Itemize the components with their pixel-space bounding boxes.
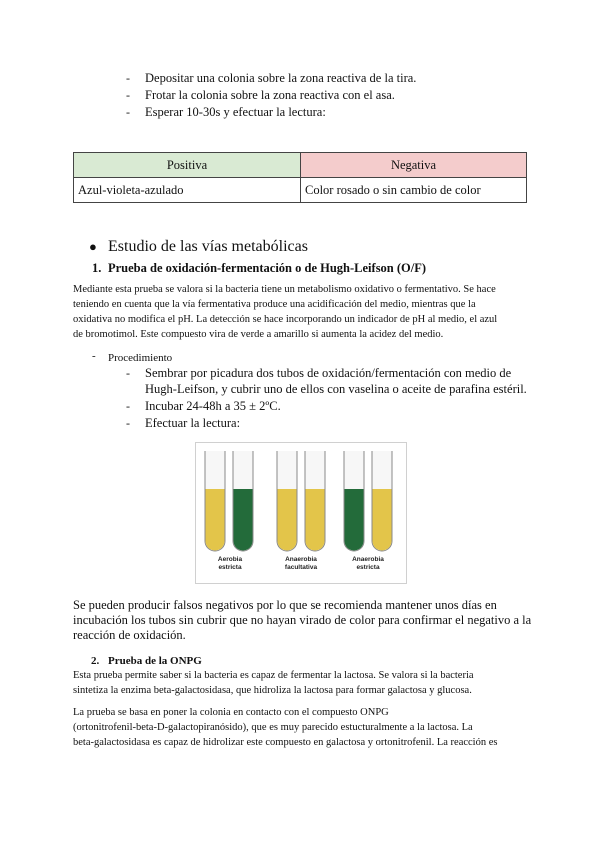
intro-step-1: Depositar una colonia sobre la zona reactiva de la tira. [145,71,417,85]
bullet-dash: - [126,416,130,430]
table-row [74,178,527,203]
note-line: incubación los tubos sin cubrir que no hayan virado de color para confirmar el negativo a la [73,613,532,627]
para-line: Esta prueba permite saber si la bacteria es capaz de fermentar la lactosa. Se valora si la bacteria [73,670,474,681]
para-line: oxidativa no modifica el pH. La detección se hace incorporando un indicador de pH al medio, el azul [73,314,498,325]
caption-facultative: Anaerobia facultativa [284,556,318,571]
note-line: Se pueden producir falsos negativos por lo que se recomienda mantener unos días en [73,598,497,612]
tube-medium-green [345,489,364,550]
intro-step-3: Esperar 10-30s y efectuar la lectura: [145,105,326,119]
bullet-dash: - [92,350,96,362]
of-test-tubes-figure [195,442,407,584]
paragraph-of-intro [73,282,533,342]
onpg-paragraph-2 [73,705,533,750]
para-line: Mediante esta prueba se valora si la bacteria tiene un metabolismo oxidativo o fermentativo. Se hace [73,284,496,295]
procedure-step-1b: Hugh-Leifson, y cubrir uno de ellos con vaselina o aceite de parafina estéril. [145,382,527,396]
header-positive: Positiva [74,153,301,178]
cell-negative: Color rosado o sin cambio de color [301,178,527,203]
result-table [73,152,527,203]
caption-anaerobic: Anaerobia estricta [352,556,384,571]
tube-medium-yellow [373,489,392,551]
para-line: de bromotimol. Este compuesto vira de verde a amarillo si aumenta la acidez del medio. [73,329,444,340]
intro-step-2: Frotar la colonia sobre la zona reactiva con el asa. [145,88,395,102]
cell-positive: Azul-violeta-azulado [74,178,301,203]
procedure-label: Procedimiento [108,352,173,364]
para-line: (ortonitrofenil-beta-D-galactopiranósido), que es muy parecido estucturalmente a la lactosa. La [73,722,473,733]
note-line: reacción de oxidación. [73,628,186,642]
tube-medium-yellow [306,489,325,551]
header-negative: Negativa [301,153,527,178]
tube-medium-yellow [278,489,297,551]
tube-pair-facultative [277,451,325,551]
tube-medium-yellow [206,489,225,551]
subsection-1-title: Prueba de oxidación-fermentación o de Hugh-Leifson (O/F) [108,261,427,275]
subsection-2-title: Prueba de la ONPG [108,655,202,667]
false-negative-note [73,598,533,643]
para-line: teniendo en cuenta que la vía fermentativa produce una acidificación del medio, mientras que la [73,299,476,310]
tube-pair-anaerobic [344,451,392,551]
tube-pair-aerobic [205,451,253,551]
caption-aerobic: Aerobia estricta [217,556,243,571]
procedure-step-1a: Sembrar por picadura dos tubos de oxidación/fermentación con medio de [145,366,512,380]
bullet-dash: - [126,105,130,119]
procedure-step-2: Incubar 24-48h a 35 ± 2ºC. [145,399,281,413]
procedure-step-3: Efectuar la lectura: [145,416,241,430]
para-line: La prueba se basa en poner la colonia en contacto con el compuesto ONPG [73,707,389,718]
subsection-1-number: 1. [92,261,102,275]
para-line: sintetiza la enzima beta-galactosidasa, que hidroliza la lactosa para formar galactosa y glucosa. [73,685,472,696]
table-header-row [74,153,527,178]
bullet-dash: - [126,399,130,413]
subsection-2-number: 2. [91,655,100,667]
bullet-dash: - [126,88,130,102]
onpg-paragraph-1 [73,668,533,698]
tube-medium-green [234,489,253,551]
para-line: beta-galactosidasa es capaz de hidrolizar este compuesto en galactosa y ortonitrofenil. La reacción es [73,737,498,748]
bullet-dash: - [126,366,130,380]
bullet-dot-icon: ● [89,239,97,254]
section-title: Estudio de las vías metabólicas [108,238,308,255]
bullet-dash: - [126,71,130,85]
